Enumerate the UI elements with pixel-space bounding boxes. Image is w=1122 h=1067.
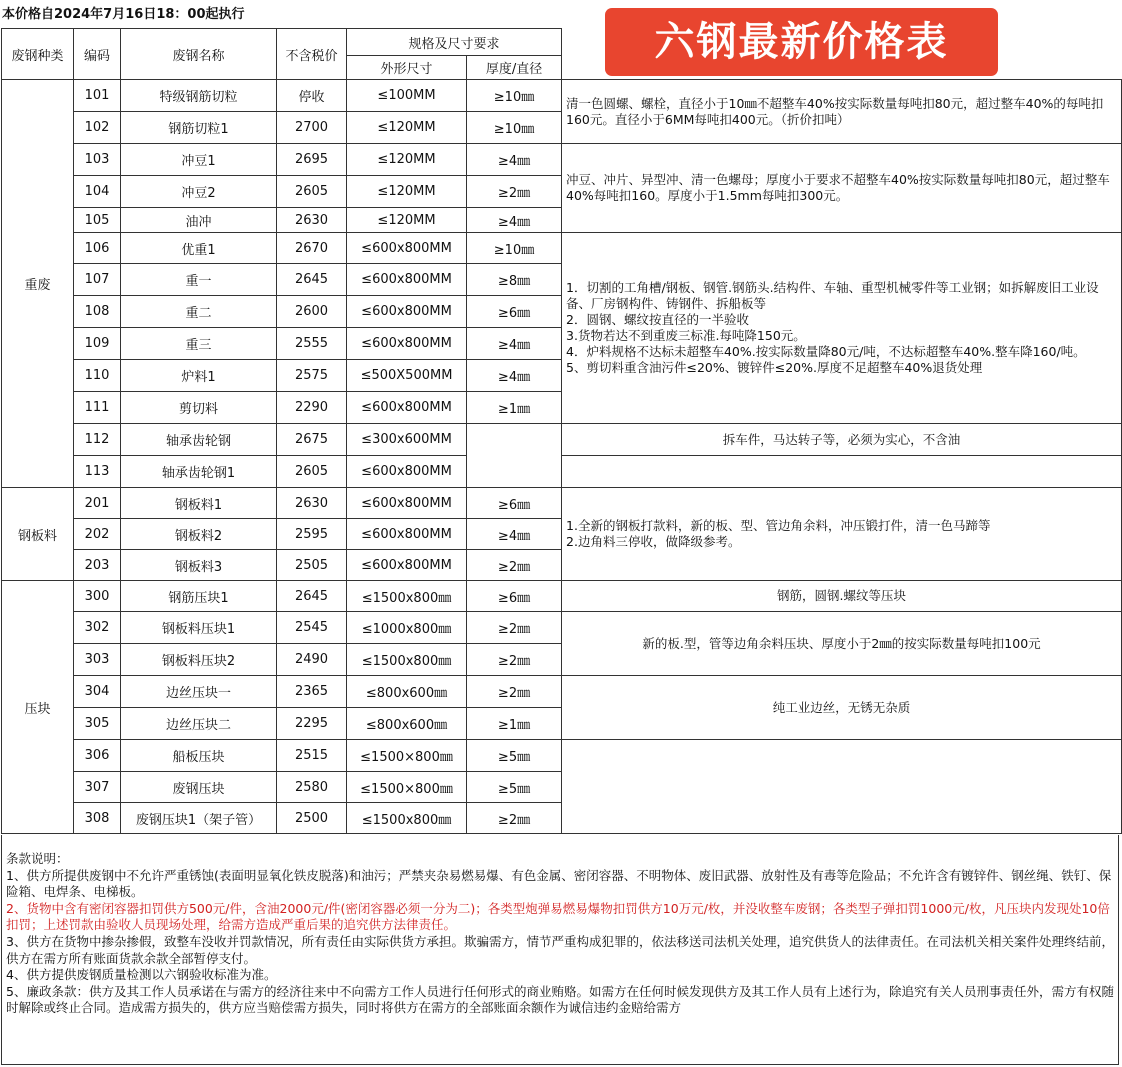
row-name: 钢板料3 xyxy=(121,550,277,581)
row-thickness: ≥10㎜ xyxy=(467,80,562,112)
row-code: 305 xyxy=(74,708,121,740)
col-header-code: 编码 xyxy=(74,29,121,80)
row-price: 2645 xyxy=(277,581,347,612)
row-name: 冲豆1 xyxy=(121,144,277,176)
row-name: 轴承齿轮钢1 xyxy=(121,456,277,488)
row-price: 2500 xyxy=(277,803,347,834)
category-briquette: 压块 xyxy=(2,581,74,834)
row-price: 2365 xyxy=(277,676,347,708)
row-name: 钢筋压块1 xyxy=(121,581,277,612)
row-size: ≤1500×800㎜ xyxy=(347,740,467,772)
row-code: 306 xyxy=(74,740,121,772)
table-row xyxy=(2,424,1122,456)
table-row xyxy=(2,488,1122,519)
row-code: 105 xyxy=(74,208,121,233)
note-edge-wire: 纯工业边丝，无锈无杂质 xyxy=(562,676,1122,740)
row-name: 特级钢筋切粒 xyxy=(121,80,277,112)
table-row xyxy=(2,676,1122,708)
row-code: 304 xyxy=(74,676,121,708)
row-size: ≤300x600MM xyxy=(347,424,467,456)
row-name: 轴承齿轮钢 xyxy=(121,424,277,456)
note-plate-briquette: 新的板.型，管等边角余料压块、厚度小于2㎜的按实际数量每吨扣100元 xyxy=(562,612,1122,676)
note-bolt-deduction: 清一色圆螺、螺栓，直径小于10㎜不超整车40%按实际数量每吨扣80元，超过整车40%的每吨扣160元。直径小于6MM每吨扣400元。（折价扣吨） xyxy=(562,80,1122,144)
row-code: 108 xyxy=(74,296,121,328)
terms-clause-3: 3、供方在货物中掺杂掺假，致整车没收并罚款情况，所有责任由实际供货方承担。欺骗需方，情节严重构成犯罪的，依法移送司法机关处理，追究供货人的法律责任。在司法机关相关案件处理终结前，供方在需方所有账面货款余款全部暂停支付。 xyxy=(6,933,1114,966)
row-name: 钢板料压块1 xyxy=(121,612,277,644)
note-line: 2．圆钢、螺纹按直径的一半验收 xyxy=(566,312,749,327)
row-price: 2555 xyxy=(277,328,347,360)
row-code: 109 xyxy=(74,328,121,360)
terms-section xyxy=(1,835,1119,1065)
row-name: 优重1 xyxy=(121,233,277,264)
row-thickness: ≥8㎜ xyxy=(467,264,562,296)
row-name: 重一 xyxy=(121,264,277,296)
note-line: 3.货物若达不到重废三标准.每吨降150元。 xyxy=(566,328,806,343)
row-price: 2575 xyxy=(277,360,347,392)
table-row xyxy=(2,233,1122,264)
row-price: 2295 xyxy=(277,708,347,740)
row-thickness: ≥2㎜ xyxy=(467,550,562,581)
row-name: 船板压块 xyxy=(121,740,277,772)
row-size: ≤600x800MM xyxy=(347,264,467,296)
row-code: 201 xyxy=(74,488,121,519)
row-code: 113 xyxy=(74,456,121,488)
row-price: 2505 xyxy=(277,550,347,581)
row-name: 钢板料压块2 xyxy=(121,644,277,676)
note-line: 1.全新的钢板打款料，新的板、型、管边角余料，冲压锻打件，清一色马蹄等 xyxy=(566,518,991,533)
row-name: 废钢压块 xyxy=(121,772,277,803)
col-header-price: 不含税价 xyxy=(277,29,347,80)
row-name: 重二 xyxy=(121,296,277,328)
table-row xyxy=(2,612,1122,644)
note-bearing-steel: 拆车件，马达转子等，必须为实心，不含油 xyxy=(562,424,1122,456)
col-header-category: 废钢种类 xyxy=(2,29,74,80)
row-thickness: ≥4㎜ xyxy=(467,144,562,176)
table-row xyxy=(2,740,1122,772)
note-line: 2.边角料三停收，做降级参考。 xyxy=(566,534,741,549)
row-name: 油冲 xyxy=(121,208,277,233)
row-size: ≤600x800MM xyxy=(347,296,467,328)
row-price: 2545 xyxy=(277,612,347,644)
col-header-thickness: 厚度/直径 xyxy=(467,56,562,80)
row-thickness: ≥5㎜ xyxy=(467,772,562,803)
col-header-shape-size: 外形尺寸 xyxy=(347,56,467,80)
row-size: ≤600x800MM xyxy=(347,328,467,360)
effective-date-headline: 本价格自2024年7月16日18：00起执行 xyxy=(2,7,245,22)
terms-clause-2-penalty: 2、货物中含有密闭容器扣罚供方500元/件，含油2000元/件(密闭容器必须一分为二)；各类型炮弹易燃易爆物扣罚供方10万元/枚，并没收整车废钢；各类型子弹扣罚1000元/枚，凡压块内发现处10倍扣罚；上述罚款由验收人员现场处理，给需方造成严重后果的追究供方法律责任。 xyxy=(6,900,1110,933)
row-size: ≤800x600㎜ xyxy=(347,708,467,740)
note-empty xyxy=(562,456,1122,488)
row-price: 2490 xyxy=(277,644,347,676)
row-thickness: ≥1㎜ xyxy=(467,708,562,740)
row-code: 102 xyxy=(74,112,121,144)
row-size: ≤600x800MM xyxy=(347,456,467,488)
row-name: 废钢压块1（架子管） xyxy=(121,803,277,834)
row-size: ≤120MM xyxy=(347,176,467,208)
row-size: ≤1500x800㎜ xyxy=(347,581,467,612)
price-table xyxy=(1,28,1122,834)
table-row xyxy=(2,456,1122,488)
row-name: 钢筋切粒1 xyxy=(121,112,277,144)
row-code: 106 xyxy=(74,233,121,264)
row-name: 重三 xyxy=(121,328,277,360)
row-size: ≤1500x800㎜ xyxy=(347,644,467,676)
note-punch-deduction: 冲豆、冲片、异型冲、清一色螺母；厚度小于要求不超整车40%按实际数量每吨扣80元，超过整车40%每吨扣160。厚度小于1.5mm每吨扣300元。 xyxy=(562,144,1122,233)
row-size: ≤120MM xyxy=(347,144,467,176)
row-price: 2600 xyxy=(277,296,347,328)
row-size: ≤600x800MM xyxy=(347,233,467,264)
row-code: 303 xyxy=(74,644,121,676)
row-price: 2675 xyxy=(277,424,347,456)
row-size: ≤120MM xyxy=(347,208,467,233)
row-thickness-empty xyxy=(467,424,562,488)
row-code: 203 xyxy=(74,550,121,581)
row-price: 2595 xyxy=(277,519,347,550)
row-price: 2605 xyxy=(277,456,347,488)
row-thickness: ≥5㎜ xyxy=(467,740,562,772)
row-price: 2670 xyxy=(277,233,347,264)
row-name: 炉料1 xyxy=(121,360,277,392)
row-code: 107 xyxy=(74,264,121,296)
table-row xyxy=(2,144,1122,176)
note-rebar-briquette: 钢筋，圆钢.螺纹等压块 xyxy=(562,581,1122,612)
row-code: 103 xyxy=(74,144,121,176)
note-line: 1．切割的工角槽/钢板、钢管.钢筋头.结构件、车轴、重型机械零件等工业钢；如拆解废旧工业设备、厂房钢构件、铸钢件、拆船板等 xyxy=(566,280,1099,311)
row-thickness: ≥10㎜ xyxy=(467,233,562,264)
row-price: 2290 xyxy=(277,392,347,424)
row-code: 101 xyxy=(74,80,121,112)
note-empty xyxy=(562,740,1122,834)
note-steel-plate xyxy=(562,488,1122,581)
row-code: 112 xyxy=(74,424,121,456)
row-name: 剪切料 xyxy=(121,392,277,424)
terms-clause-1: 1、供方所提供废钢中不允许严重锈蚀(表面明显氧化铁皮脱落)和油污；严禁夹杂易燃易爆、有色金属、密闭容器、不明物体、废旧武器、放射性及有毒等危险品；不允许含有镀锌件、钢丝绳、铁钉、保险箱、电焊条、电梯板。 xyxy=(6,867,1112,900)
row-thickness: ≥2㎜ xyxy=(467,803,562,834)
header-row xyxy=(2,29,1122,56)
row-size: ≤600x800MM xyxy=(347,550,467,581)
note-line: 5、剪切料重含油污件≤20%、镀锌件≤20%.厚度不足超整车40%退货处理 xyxy=(566,360,983,375)
row-thickness: ≥2㎜ xyxy=(467,176,562,208)
row-price: 2645 xyxy=(277,264,347,296)
table-row xyxy=(2,80,1122,112)
row-code: 104 xyxy=(74,176,121,208)
row-code: 110 xyxy=(74,360,121,392)
row-price: 2695 xyxy=(277,144,347,176)
row-size: ≤1000x800㎜ xyxy=(347,612,467,644)
row-thickness: ≥6㎜ xyxy=(467,296,562,328)
row-thickness: ≥4㎜ xyxy=(467,360,562,392)
terms-clause-4: 4、供方提供废钢质量检测以六钢验收标准为准。 xyxy=(6,967,277,983)
row-thickness: ≥4㎜ xyxy=(467,519,562,550)
price-list-title-badge: 六钢最新价格表 xyxy=(605,8,998,76)
row-price: 停收 xyxy=(277,80,347,112)
row-thickness: ≥10㎜ xyxy=(467,112,562,144)
row-size: ≤600x800MM xyxy=(347,488,467,519)
row-price: 2605 xyxy=(277,176,347,208)
category-steel-plate: 钢板料 xyxy=(2,488,74,581)
row-size: ≤120MM xyxy=(347,112,467,144)
table-row xyxy=(2,581,1122,612)
col-header-name: 废钢名称 xyxy=(121,29,277,80)
category-heavy-scrap: 重废 xyxy=(2,80,74,488)
row-code: 300 xyxy=(74,581,121,612)
row-name: 边丝压块一 xyxy=(121,676,277,708)
row-code: 302 xyxy=(74,612,121,644)
row-code: 111 xyxy=(74,392,121,424)
row-name: 冲豆2 xyxy=(121,176,277,208)
row-size: ≤600x800MM xyxy=(347,392,467,424)
row-size: ≤1500×800㎜ xyxy=(347,772,467,803)
col-header-spec-group: 规格及尺寸要求 xyxy=(347,29,562,56)
note-heavy-scrap-standards xyxy=(562,233,1122,424)
row-code: 307 xyxy=(74,772,121,803)
row-code: 202 xyxy=(74,519,121,550)
row-price: 2630 xyxy=(277,488,347,519)
row-thickness: ≥4㎜ xyxy=(467,328,562,360)
row-thickness: ≥1㎜ xyxy=(467,392,562,424)
row-thickness: ≥2㎜ xyxy=(467,676,562,708)
row-code: 308 xyxy=(74,803,121,834)
terms-heading: 条款说明： xyxy=(6,851,69,866)
row-name: 边丝压块二 xyxy=(121,708,277,740)
row-thickness: ≥6㎜ xyxy=(467,488,562,519)
row-size: ≤800x600㎜ xyxy=(347,676,467,708)
row-price: 2630 xyxy=(277,208,347,233)
row-size: ≤100MM xyxy=(347,80,467,112)
note-line: 4．炉料规格不达标未超整车40%.按实际数量降80元/吨，不达标超整车40%.整车降160/吨。 xyxy=(566,344,1086,359)
row-thickness: ≥2㎜ xyxy=(467,644,562,676)
row-thickness: ≥6㎜ xyxy=(467,581,562,612)
row-price: 2700 xyxy=(277,112,347,144)
row-name: 钢板料2 xyxy=(121,519,277,550)
header-blank-cell xyxy=(562,29,1122,80)
row-price: 2580 xyxy=(277,772,347,803)
terms-clause-5: 5、廉政条款：供方及其工作人员承诺在与需方的经济往来中不向需方工作人员进行任何形式的商业贿赂。如需方在任何时候发现供方及其工作人员有上述行为，除追究有关人员刑事责任外，需方有权随时解除或终止合同。造成需方损失的，供方应当赔偿需方损失，同时将供方在需方的全部账面余额作为诚信违约金赔给需方 xyxy=(6,983,1114,1016)
row-thickness: ≥4㎜ xyxy=(467,208,562,233)
row-size: ≤1500x800㎜ xyxy=(347,803,467,834)
row-thickness: ≥2㎜ xyxy=(467,612,562,644)
row-size: ≤600x800MM xyxy=(347,519,467,550)
row-price: 2515 xyxy=(277,740,347,772)
row-name: 钢板料1 xyxy=(121,488,277,519)
row-size: ≤500X500MM xyxy=(347,360,467,392)
